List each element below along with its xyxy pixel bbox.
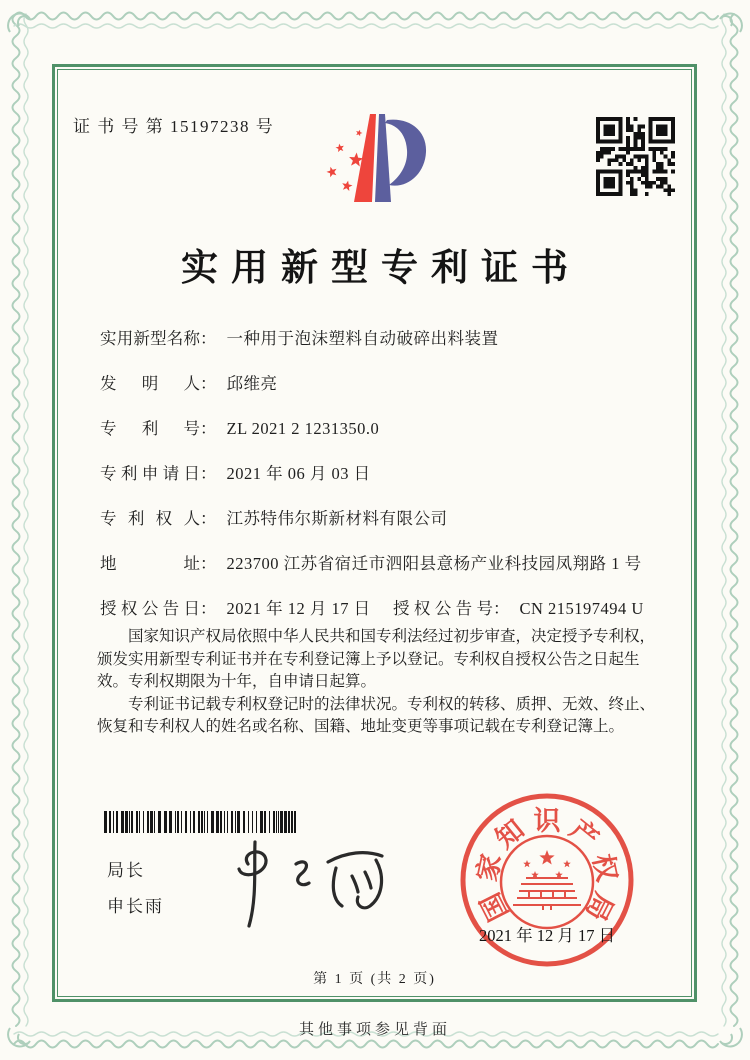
svg-text:国: 国: [474, 887, 514, 926]
logo-blue-bar: [375, 114, 391, 202]
field-value: 2021 年 06 月 03 日: [226, 464, 371, 483]
certificate-title: 实用新型专利证书: [181, 248, 581, 289]
svg-text:产: 产: [564, 813, 605, 855]
commissioner-signature-handwriting: [208, 834, 398, 934]
barcode: [104, 811, 297, 833]
field-label: 发明人: [100, 374, 200, 393]
logo-p-bowl: [385, 120, 426, 186]
field-row-patentee: [100, 505, 660, 529]
qr-code: [596, 117, 675, 196]
field-label: 专利申请日: [100, 464, 200, 483]
field-row-address: [100, 550, 660, 574]
commissioner-title: 局长: [107, 861, 145, 880]
legal-text: [97, 626, 663, 739]
field-value: 223700 江苏省宿迁市泗阳县意杨产业科技园凤翔路 1 号: [226, 554, 642, 573]
field-row-inventor: [100, 370, 660, 394]
field-label: 实用新型名称: [100, 329, 200, 348]
field-row-name: [100, 325, 660, 349]
seal-date: 2021 年 12 月 17 日: [478, 926, 616, 945]
field-colon: ：: [200, 509, 217, 528]
back-side-note: 其他事项参见背面: [298, 1022, 451, 1038]
field-colon: ：: [200, 419, 217, 438]
svg-text:知: 知: [489, 813, 530, 855]
field-label: 专利权人: [100, 509, 200, 528]
national-emblem: [501, 836, 593, 928]
svg-text:家: 家: [471, 851, 507, 885]
field-value: 一种用于泡沫塑料自动破碎出料装置: [226, 329, 499, 348]
field-row-filing-date: [100, 460, 660, 484]
field-colon: ：: [200, 599, 217, 618]
field-label: 地址: [100, 554, 200, 573]
field-row-grant: [100, 595, 660, 619]
field-colon: ：: [200, 329, 217, 348]
field-colon: ：: [493, 599, 510, 618]
field-value: 邱维亮: [226, 374, 278, 393]
svg-text:局: 局: [580, 887, 620, 926]
field-colon: ：: [200, 374, 217, 393]
field-value: 江苏特伟尔斯新材料有限公司: [226, 509, 448, 528]
field-value: 2021 年 12 月 17 日: [226, 599, 371, 618]
certificate-number: 证 书 号 第 15197238 号: [73, 117, 275, 136]
seal-text-arc: [472, 806, 622, 926]
field-colon: ：: [200, 554, 217, 573]
field-value: CN 215197494 U: [519, 599, 644, 618]
field-label: 授权公告号: [393, 599, 493, 618]
field-colon: ：: [200, 464, 217, 483]
page-number: 第 1 页 (共 2 页): [313, 972, 436, 987]
cnipa-logo: [313, 106, 435, 214]
svg-text:权: 权: [587, 851, 623, 885]
field-grant-number: [393, 595, 644, 619]
svg-text:识: 识: [533, 806, 561, 836]
legal-paragraph-1: 国家知识产权局依照中华人民共和国专利法经过初步审查，决定授予专利权，颁发实用新型专利证书并在专利登记簿上予以登记。专利权自授权公告之日起生效。专利权期限为十年，自申请日起算。: [97, 628, 656, 691]
official-seal: [452, 790, 642, 975]
field-label: 专利号: [100, 419, 200, 438]
commissioner-name: 申长雨: [107, 897, 164, 916]
field-label: 授权公告日: [100, 599, 200, 618]
emblem-stars: [523, 850, 571, 878]
field-row-patent-number: [100, 415, 660, 439]
field-value: ZL 2021 2 1231350.0: [226, 419, 380, 438]
legal-paragraph-2: 专利证书记载专利权登记时的法律状况。专利权的转移、质押、无效、终止、恢复和专利权人的姓名或名称、国籍、地址变更等事项记载在专利登记簿上。: [97, 695, 656, 736]
